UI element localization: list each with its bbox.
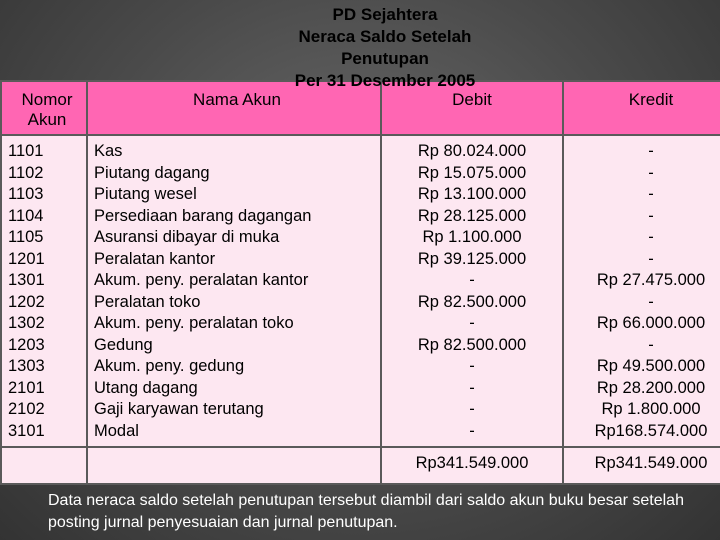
header-debit: Debit — [381, 81, 563, 135]
header-kredit: Kredit — [563, 81, 720, 135]
kredit-value: - — [648, 185, 654, 203]
debit-value: Rp 39.125.000 — [417, 249, 527, 268]
debit-value: Rp 15.075.000 — [417, 163, 527, 182]
kredit-value: - — [648, 163, 654, 182]
account-number: 1303 — [8, 357, 45, 375]
account-name: Piutang wesel — [94, 185, 197, 203]
header-nama-akun: Nama Akun — [87, 81, 381, 135]
kredit-value: Rp 66.000.000 — [596, 314, 706, 332]
account-name: Piutang dagang — [94, 163, 210, 182]
account-number: 1101 — [8, 142, 44, 160]
account-number: 1104 — [8, 206, 44, 225]
column-kredit — [563, 135, 720, 447]
column-nama-akun — [87, 135, 381, 447]
totals-row — [1, 447, 720, 484]
totals-empty-cell — [87, 447, 381, 484]
account-number: 2102 — [8, 400, 45, 418]
company-name: PD Sejahtera — [332, 5, 438, 24]
report-title — [250, 4, 520, 92]
kredit-value: Rp168.574.000 — [594, 421, 708, 440]
debit-value: Rp 1.100.000 — [422, 228, 522, 246]
account-name: Modal — [94, 421, 139, 440]
kredit-value: Rp 1.800.000 — [601, 400, 701, 418]
debit-value: Rp 82.500.000 — [417, 335, 527, 354]
account-name: Kas — [94, 142, 123, 160]
footer-note: Data neraca saldo setelah penutupan tersebut diambil dari saldo akun buku besar setelah posting jurnal penyesuaian dan jurnal penutupan. — [48, 492, 684, 531]
total-kredit: Rp341.549.000 — [563, 447, 720, 484]
debit-value: - — [469, 378, 475, 397]
header-nomor-akun: Nomor Akun — [1, 81, 87, 135]
account-name: Akum. peny. peralatan kantor — [94, 271, 309, 289]
account-number: 1201 — [8, 249, 45, 268]
kredit-value: - — [648, 228, 654, 246]
account-number: 1203 — [8, 335, 45, 354]
debit-value: - — [469, 271, 475, 289]
account-name: Akum. peny. peralatan toko — [94, 314, 294, 332]
debit-value: Rp 82.500.000 — [417, 292, 527, 311]
debit-value: Rp 28.125.000 — [417, 206, 527, 225]
account-name: Gedung — [94, 335, 153, 354]
kredit-value: Rp 28.200.000 — [596, 378, 706, 397]
kredit-value: - — [648, 335, 654, 354]
debit-value: Rp 13.100.000 — [417, 185, 527, 203]
table-body-row — [1, 135, 720, 447]
debit-value: - — [469, 421, 475, 440]
report-name-line2: Penutupan — [341, 49, 429, 68]
column-debit — [381, 135, 563, 447]
account-number: 1302 — [8, 314, 45, 332]
report-date: Per 31 Desember 2005 — [294, 71, 476, 90]
account-number: 3101 — [8, 421, 45, 440]
account-name: Gaji karyawan terutang — [94, 400, 264, 418]
account-number: 1301 — [8, 271, 45, 289]
debit-value: Rp 80.024.000 — [417, 142, 527, 160]
debit-value: - — [469, 357, 475, 375]
total-debit: Rp341.549.000 — [381, 447, 563, 484]
report-name-line1: Neraca Saldo Setelah — [298, 27, 472, 46]
account-number: 1105 — [8, 228, 44, 246]
trial-balance-table — [0, 80, 720, 485]
totals-empty-cell — [1, 447, 87, 484]
kredit-value: Rp 49.500.000 — [596, 357, 706, 375]
debit-value: - — [469, 400, 475, 418]
account-name: Utang dagang — [94, 378, 198, 397]
account-number: 1102 — [8, 163, 44, 182]
debit-value: - — [469, 314, 475, 332]
kredit-value: - — [648, 142, 654, 160]
kredit-value: - — [648, 292, 654, 311]
kredit-value: Rp 27.475.000 — [596, 271, 706, 289]
kredit-value: - — [648, 206, 654, 225]
account-name: Persediaan barang dagangan — [94, 206, 312, 225]
account-number: 1202 — [8, 292, 45, 311]
account-number: 1103 — [8, 185, 44, 203]
account-name: Asuransi dibayar di muka — [94, 228, 280, 246]
account-number: 2101 — [8, 378, 45, 397]
kredit-value: - — [648, 249, 654, 268]
account-name: Peralatan kantor — [94, 249, 216, 268]
account-name: Peralatan toko — [94, 292, 201, 311]
account-name: Akum. peny. gedung — [94, 357, 245, 375]
column-nomor-akun — [1, 135, 87, 447]
